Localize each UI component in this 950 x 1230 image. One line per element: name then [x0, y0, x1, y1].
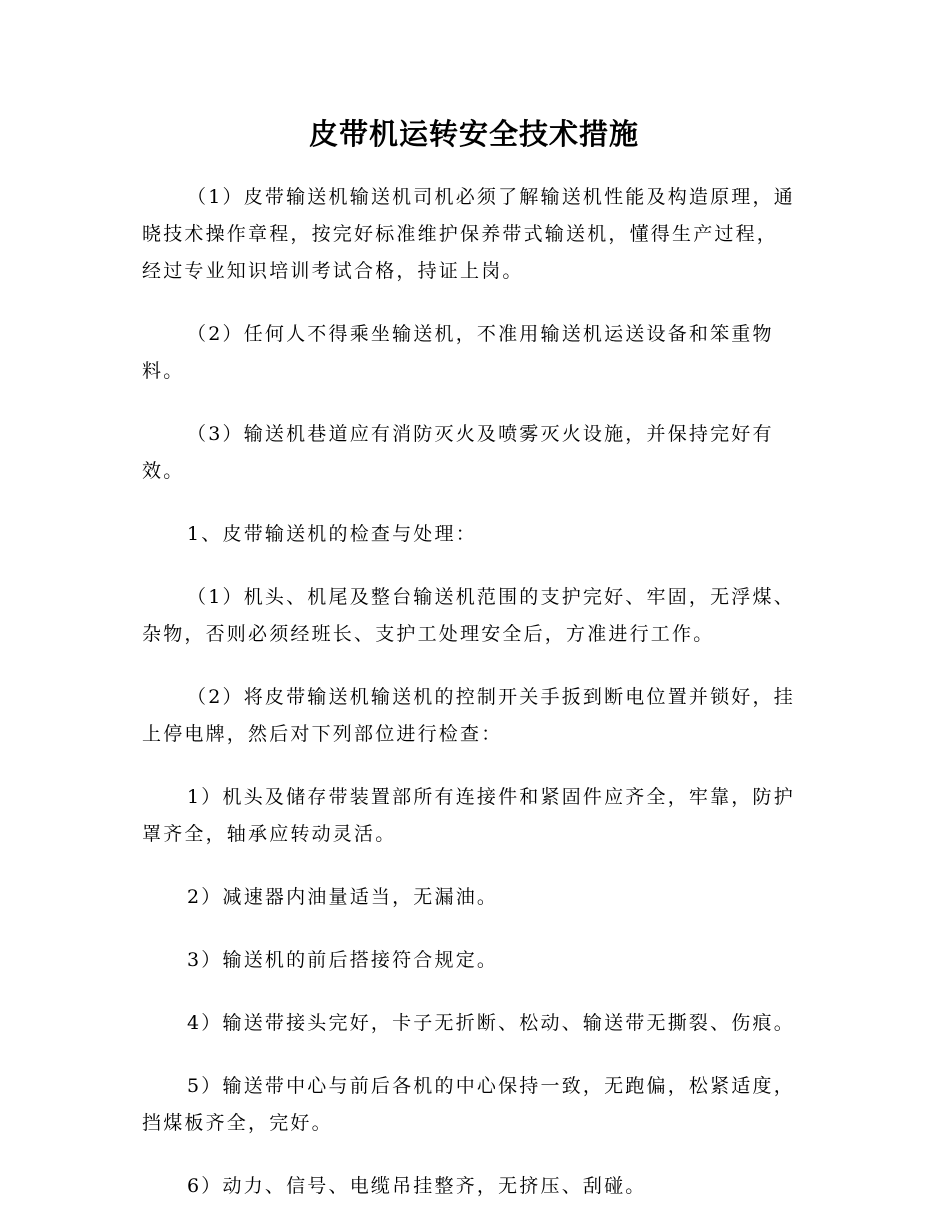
paragraph-2-line-1: （2）任何人不得乘坐输送机，不准用输送机运送设备和笨重物: [187, 323, 774, 345]
paragraph-3: [142, 416, 806, 490]
paragraph-11: [142, 1068, 806, 1142]
paragraph-9: [142, 942, 806, 979]
paragraph-5-line-1: （1）机头、机尾及整台输送机范围的支护完好、牢固，无浮煤、: [187, 586, 795, 608]
paragraph-11-line-1: 5）输送带中心与前后各机的中心保持一致，无跑偏，松紧适度，: [187, 1075, 795, 1097]
paragraph-12-line-1: 6）动力、信号、电缆吊挂整齐，无挤压、刮碰。: [187, 1175, 647, 1197]
paragraph-5-line-2: 杂物，否则必须经班长、支护工处理安全后，方准进行工作。: [142, 623, 715, 645]
paragraph-10-line-1: 4）输送带接头完好，卡子无折断、松动、输送带无撕裂、伤痕。: [187, 1012, 795, 1034]
section-heading-1: [142, 516, 806, 553]
paragraph-2: [142, 316, 806, 390]
paragraph-10: [142, 1005, 806, 1042]
paragraph-8: [142, 879, 806, 916]
paragraph-5: [142, 579, 806, 653]
paragraph-7-line-1: 1）机头及储存带装置部所有连接件和紧固件应齐全，牢靠，防护: [187, 786, 795, 808]
paragraph-1: [142, 179, 806, 290]
paragraph-8-line-1: 2）减速器内油量适当，无漏油。: [187, 886, 499, 908]
paragraph-3-line-2: 效。: [142, 460, 185, 482]
paragraph-1-line-1: （1）皮带输送机输送机司机必须了解输送机性能及构造原理，通: [187, 186, 795, 208]
paragraph-7-line-2: 罩齐全，轴承应转动灵活。: [142, 823, 397, 845]
paragraph-1-line-2: 晓技术操作章程，按完好标准维护保养带式输送机，懂得生产过程，: [142, 223, 779, 245]
paragraph-1-line-3: 经过专业知识培训考试合格，持证上岗。: [142, 260, 524, 282]
paragraph-12: [142, 1168, 806, 1205]
paragraph-7: [142, 779, 806, 853]
document-title: 皮带机运转安全技术措施: [308, 117, 639, 151]
paragraph-6: [142, 679, 806, 753]
paragraph-6-line-1: （2）将皮带输送机输送机的控制开关手扳到断电位置并锁好，挂: [187, 686, 795, 708]
paragraph-2-line-2: 料。: [142, 360, 185, 382]
paragraph-11-line-2: 挡煤板齐全，完好。: [142, 1112, 333, 1134]
paragraph-9-line-1: 3）输送机的前后搭接符合规定。: [187, 949, 499, 971]
section-heading-1-line: 1、皮带输送机的检查与处理：: [187, 523, 477, 545]
paragraph-6-line-2: 上停电牌，然后对下列部位进行检查：: [142, 723, 503, 745]
paragraph-3-line-1: （3）输送机巷道应有消防灭火及喷雾灭火设施，并保持完好有: [187, 423, 774, 445]
